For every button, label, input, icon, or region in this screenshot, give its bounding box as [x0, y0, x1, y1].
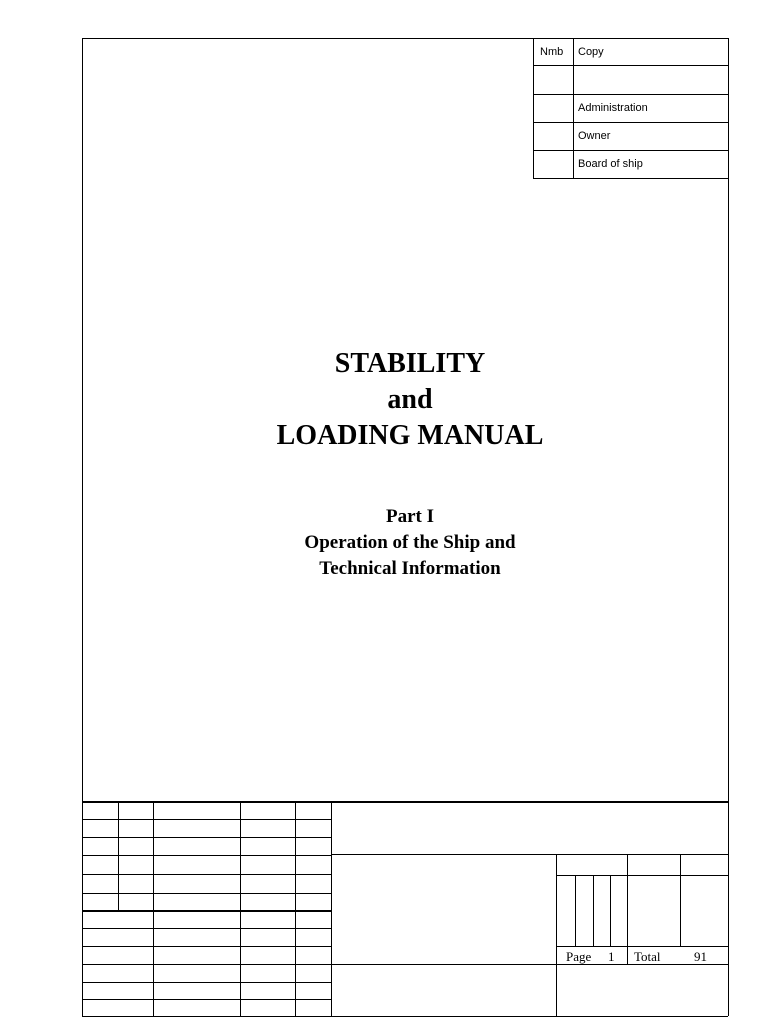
- part-label: Part I: [385, 506, 434, 527]
- title-line-and: and: [387, 384, 433, 415]
- total-label: Total: [634, 949, 661, 964]
- title-line-stability: STABILITY: [334, 348, 486, 379]
- title-line-loading-manual: LOADING MANUAL: [276, 420, 544, 451]
- header-copy: Copy: [578, 46, 604, 58]
- copy-row-administration: Administration: [578, 102, 648, 114]
- total-number: 91: [694, 949, 707, 964]
- copy-row-board-of-ship: Board of ship: [578, 158, 643, 170]
- copy-row-owner: Owner: [578, 130, 611, 142]
- document-title: [0, 346, 768, 454]
- page-label: Page: [566, 949, 592, 964]
- part-line-1: Operation of the Ship and: [304, 532, 516, 553]
- part-subtitle: [0, 504, 768, 582]
- page-number: 1: [608, 949, 615, 964]
- header-nmb: Nmb: [540, 46, 564, 58]
- part-line-2: Technical Information: [319, 558, 501, 579]
